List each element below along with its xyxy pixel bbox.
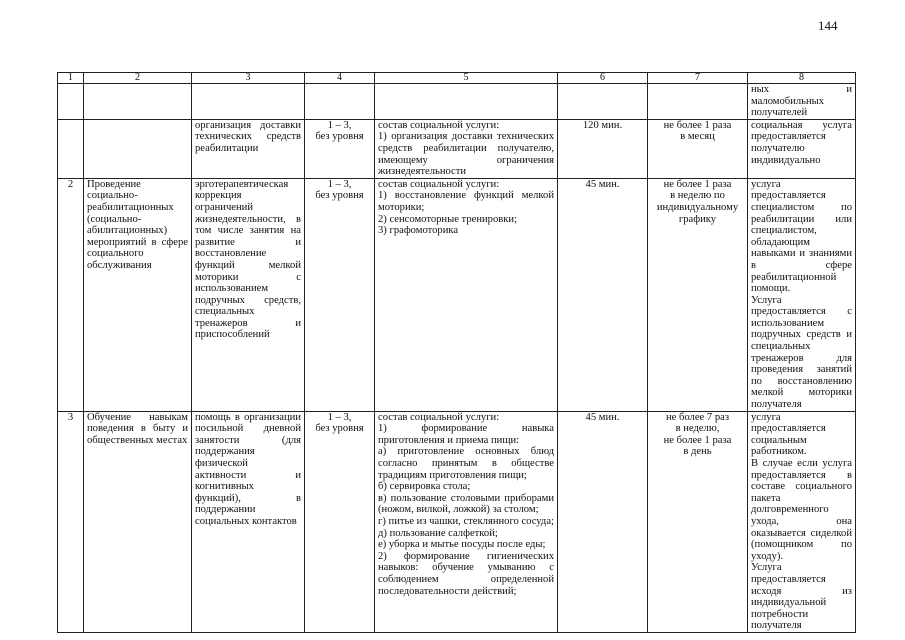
table-row — [58, 411, 856, 632]
row-number-cell — [58, 119, 84, 178]
page-number: 144 — [818, 18, 838, 33]
service-name-cell — [84, 84, 192, 120]
frequency-cell — [648, 84, 748, 120]
frequency-cell: не более 1 раза в месяц — [648, 119, 748, 178]
service-content-cell — [192, 84, 305, 120]
service-content-cell: помощь в организации посильной дневной занятости (для поддержания физической активности и когнитивных функций), в поддержании социальных контактов — [192, 411, 305, 632]
conditions-cell: услуга предоставляется специалистом по реабилитации или специалистом, обладающим навыками и знаниями в сфере реабилитационной помощи. Услуга предоставляется с использованием подручных средств и специальных тренажеров для проведения занятий по восстановлению мелкой моторики получателя — [748, 178, 856, 411]
column-header: 7 — [648, 73, 748, 84]
duration-cell: 45 мин. — [558, 178, 648, 411]
frequency-cell: не более 7 раз в неделю, не более 1 раза в день — [648, 411, 748, 632]
description-cell: состав социальной услуги: 1) организация доставки технических средств реабилитации получателю, имеющему ограничения жизнедеятельности — [375, 119, 558, 178]
description-cell — [375, 84, 558, 120]
service-content-cell: организация доставки технических средств реабилитации — [192, 119, 305, 178]
column-header: 1 — [58, 73, 84, 84]
level-cell: 1 – 3, без уровня — [305, 411, 375, 632]
conditions-cell: социальная услуга предоставляется получателю индивидуально — [748, 119, 856, 178]
level-cell: 1 – 3, без уровня — [305, 178, 375, 411]
services-table — [57, 72, 856, 633]
row-number-cell — [58, 84, 84, 120]
table-header-row — [58, 73, 856, 84]
duration-cell: 120 мин. — [558, 119, 648, 178]
description-cell: состав социальной услуги: 1) формирование навыка приготовления и приема пищи: а) приготовление основных блюд согласно принятым в обществе традициям приготовления пищи; б) сервировка стола; в) пользование столовыми приборами (ножом, вилкой, ложкой) за столом; г) питье из чашки, стеклянного сосуда; д) пользование салфеткой; е) уборка и мытье посуды после еды; 2) формирование гигиенических навыков: обучение умыванию с соблюдением определенной последовательности действий; — [375, 411, 558, 632]
column-header: 3 — [192, 73, 305, 84]
table-row — [58, 178, 856, 411]
column-header: 5 — [375, 73, 558, 84]
frequency-cell: не более 1 раза в неделю по индивидуальному графику — [648, 178, 748, 411]
description-cell: состав социальной услуги: 1) восстановление функций мелкой моторики; 2) сенсомоторные тренировки; 3) графомоторика — [375, 178, 558, 411]
duration-cell — [558, 84, 648, 120]
table-row — [58, 119, 856, 178]
conditions-cell: ных и маломобильных получателей — [748, 84, 856, 120]
service-name-cell: Обучение навыкам поведения в быту и общественных местах — [84, 411, 192, 632]
column-header: 6 — [558, 73, 648, 84]
conditions-cell: услуга предоставляется социальным работником. В случае если услуга предоставляется в составе социального пакета долговременного ухода, она оказывается сиделкой (помощником по уходу). Услуга предоставляется исходя из индивидуальной потребности получателя — [748, 411, 856, 632]
level-cell: 1 – 3, без уровня — [305, 119, 375, 178]
service-content-cell: эрготерапевтическая коррекция ограничений жизнедеятельности, в том числе занятия на развитие и восстановление функций мелкой моторики с использованием подручных средств, специальных тренажеров и приспособлений — [192, 178, 305, 411]
row-number-cell: 2 — [58, 178, 84, 411]
table-row — [58, 84, 856, 120]
row-number-cell: 3 — [58, 411, 84, 632]
level-cell — [305, 84, 375, 120]
column-header: 4 — [305, 73, 375, 84]
column-header: 8 — [748, 73, 856, 84]
service-name-cell: Проведение социально-реабилитационных (социально-абилитационных) мероприятий в сфере социального обслуживания — [84, 178, 192, 411]
column-header: 2 — [84, 73, 192, 84]
service-name-cell — [84, 119, 192, 178]
duration-cell: 45 мин. — [558, 411, 648, 632]
